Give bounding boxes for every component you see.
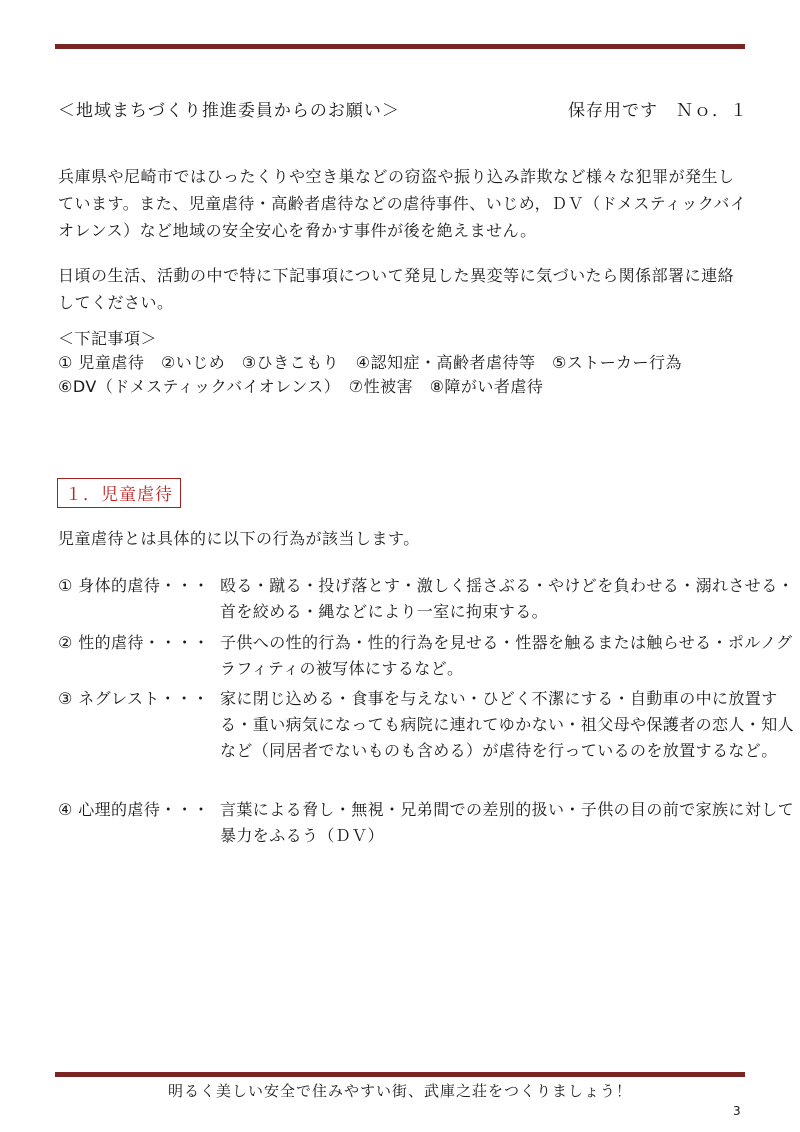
save-label: 保存用です Ｎｏ．１ [568,101,748,121]
bottom-rule [55,1072,745,1077]
intro-paragraph-2: 日頃の生活、活動の中で特に下記事項について発見した異変等に気づいたら関係部署に連絡してください。 [58,266,735,312]
abuse-item-text: 家に閉じ込める・食事を与えない・ひどく不潔にする・自動車の中に放置する・重い病気になっても病院に連れてゆかない・祖父母や保護者の恋人・知人など（同居者でないものも含める）が虐待を行っているのを放置するなど。 [220,689,795,760]
abuse-item-text: 子供への性的行為・性的行為を見せる・性器を触るまたは触らせる・ポルノグラフィティの被写体にするなど。 [220,633,793,678]
abuse-item-text: 殴る・蹴る・投げ落とす・激しく揺さぶる・やけどを負わせる・溺れさせる・首を絞める・縄などにより一室に拘束する。 [220,576,795,621]
notes-title: ＜下記事項＞ [58,329,158,348]
notes-line-1: ① 児童虐待 ②いじめ ③ひきこもり ④認知症・高齢者虐待等 ⑤ストーカー行為 [58,353,682,372]
top-rule [55,44,745,49]
page-number: 3 [733,1104,741,1118]
abuse-item-label: ③ ネグレスト・・・ [58,689,209,708]
section-title-child-abuse: １．児童虐待 [57,478,181,508]
section-intro: 児童虐待とは具体的に以下の行為が該当します。 [58,529,420,548]
abuse-item-label: ② 性的虐待・・・・ [58,633,210,652]
footer-slogan: 明るく美しい安全で住みやすい街、武庫之荘をつくりましょう！ [167,1082,632,1100]
notes-line-2: ⑥DV（ドメスティックバイオレンス） ⑦性被害 ⑧障がい者虐待 [58,377,544,396]
intro-paragraph-1: 兵庫県や尼崎市ではひったくりや空き巣などの窃盗や振り込み詐欺など様々な犯罪が発生しています。また、児童虐待・高齢者虐待などの虐待事件、いじめ，ＤＶ（ドメスティックバイオレンス）など地域の安全安心を脅かす事件が後を絶えません。 [58,167,747,240]
abuse-item-label: ① 身体的虐待・・・ [58,576,210,595]
page-title: ＜地域まちづくり推進委員からのお願い＞ [58,101,400,121]
abuse-item-label: ④ 心理的虐待・・・ [58,800,210,819]
notes-list [58,327,682,399]
abuse-item-text: 言葉による脅し・無視・兄弟間での差別的扱い・子供の目の前で家族に対して暴力をふるう（ＤＶ） [220,800,795,845]
